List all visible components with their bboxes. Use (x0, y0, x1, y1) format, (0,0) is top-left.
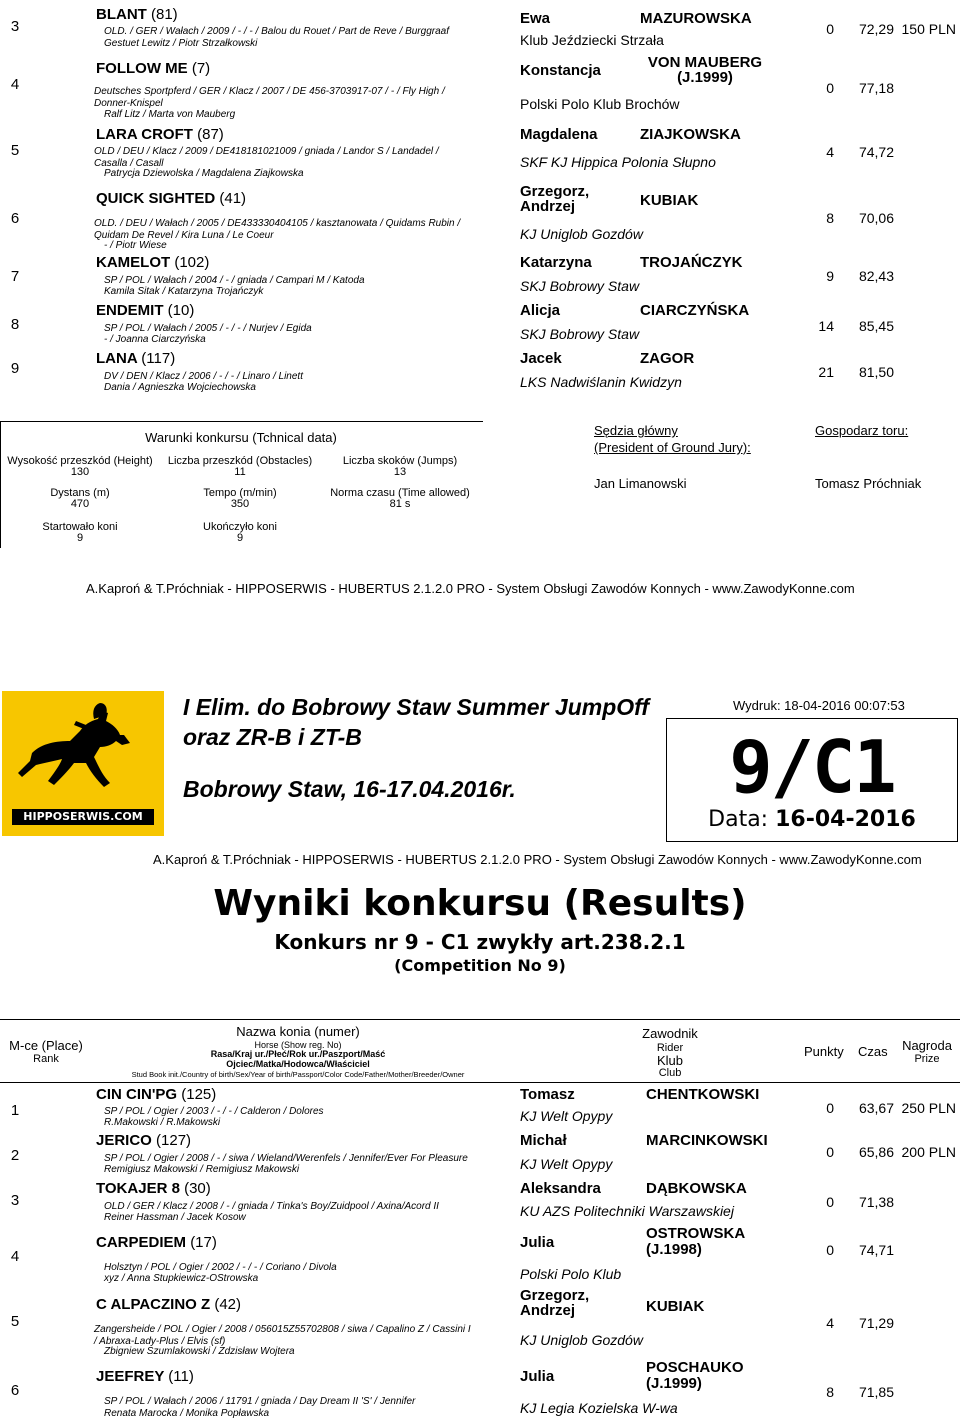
time-allowed-value: 81 s (389, 498, 411, 510)
rider-last-name: VON MAUBERG (J.1999) (647, 54, 763, 86)
rider-last-name: KUBIAK (640, 192, 699, 209)
horse-details: SP / POL / Ogier / 2003 / - / - / Calderon / Dolores (104, 1106, 324, 1117)
table-row (0, 54, 960, 124)
event-title: I Elim. do Bobrowy Staw Summer JumpOff (183, 694, 650, 720)
rank: 7 (10, 268, 20, 285)
judge-label: Sędzia główny (594, 423, 678, 438)
table-row (0, 1225, 960, 1286)
time: 72,29 (858, 21, 894, 37)
rank: 5 (10, 142, 20, 159)
horse-name: JERICO (127) (96, 1132, 192, 1149)
started-label: Startowało koni (42, 521, 118, 533)
finished-value: 9 (236, 532, 244, 544)
horse-name: CIN CIN'PG (125) (96, 1086, 217, 1103)
time-allowed-label: Norma czasu (Time allowed) (330, 487, 470, 499)
prize-header: Nagroda (902, 1038, 952, 1053)
obstacles-label: Liczba przeszkód (Obstacles) (167, 455, 313, 467)
horse-name: LARA CROFT (87) (96, 126, 224, 143)
logo-text: HIPPOSERWIS.COM (23, 810, 143, 823)
horse-header-bold2: Ojciec/Matka/Hodowca/Właściciel (226, 1059, 370, 1069)
horse-details: Deutsches Sportpferd / GER / Klacz / 2007 / DE 456-3703917-07 / - / Fly High / Donner-Knispel (94, 86, 445, 109)
horse-details: SP / POL / Wałach / 2005 / - / - / Nurjev / Egida (104, 323, 312, 334)
rider-first-name: Magdalena (520, 126, 598, 143)
rank: 6 (10, 1382, 20, 1399)
footer-credit-2: A.Kaproń & T.Próchniak - HIPPOSERWIS - HUBERTUS 2.1.2.0 PRO - System Obsługi Zawodów Konnych - www.ZawodyKonne.com (153, 852, 922, 867)
horse-header-bold1: Rasa/Kraj ur./Płeć/Rok ur./Paszport/Maść (210, 1049, 386, 1059)
time: 82,43 (858, 268, 894, 284)
rider-first-name: Julia (520, 1368, 555, 1385)
club: SKF KJ Hippica Polonia Słupno (520, 154, 716, 170)
rider-first-name: Jacek (520, 350, 562, 367)
horse-name: TOKAJER 8 (30) (96, 1180, 211, 1197)
course-designer-label: Gospodarz toru: (815, 423, 909, 438)
table-row (0, 1132, 960, 1178)
rank: 4 (10, 1248, 20, 1265)
horse-name: CARPEDIEM (17) (96, 1234, 217, 1251)
rider-first-name: Grzegorz, Andrzej (520, 183, 590, 215)
jumps-label: Liczba skoków (Jumps) (342, 455, 458, 467)
rider-last-name: KUBIAK (646, 1298, 705, 1315)
course-designer-name: Tomasz Próchniak (815, 476, 922, 491)
time: 77,18 (858, 80, 894, 96)
horse-owners: xyz / Anna Stupkiewicz-OStrowska (104, 1273, 259, 1284)
table-row (0, 184, 960, 250)
horse-details: Zangersheide / POL / Ogier / 2008 / 056015Z55702808 / siwa / Capalino Z / Cassini I / Abraxa-Lady-Plus / Elvis (sf) (94, 1324, 471, 1347)
club: SKJ Bobrowy Staw (520, 326, 640, 342)
club-header: Klub (656, 1053, 684, 1068)
horse-name: JEEFREY (11) (96, 1368, 194, 1385)
points: 8 (826, 1384, 834, 1400)
rider-first-name: Katarzyna (520, 254, 592, 271)
jumps-value: 13 (393, 466, 407, 478)
club: KJ Uniglob Gozdów (520, 226, 643, 242)
started-value: 9 (76, 532, 84, 544)
table-row (0, 4, 960, 56)
tempo-value: 350 (230, 498, 250, 510)
horse-details: OLD. / GER / Wałach / 2009 / - / - / Balou du Rouet / Part de Reve / Burggraaf (104, 26, 449, 37)
horse-owners: - / Piotr Wiese (104, 240, 167, 251)
prize: 150 PLN (901, 21, 956, 37)
horse-name: ENDEMIT (10) (96, 302, 195, 319)
club: SKJ Bobrowy Staw (520, 278, 640, 294)
competition-code: 9/C1 (729, 725, 895, 809)
table-row (0, 1180, 960, 1226)
table-row (0, 126, 960, 182)
time: 71,38 (858, 1194, 894, 1210)
time: 71,29 (858, 1315, 894, 1331)
judge-name: Jan Limanowski (594, 476, 687, 491)
rider-last-name: CIARCZYŃSKA (640, 302, 750, 319)
points: 0 (826, 1194, 834, 1210)
horse-owners: Ralf Litz / Marta von Mauberg (104, 109, 236, 120)
club: Klub Jeździecki Strzała (520, 32, 664, 48)
obstacles-value: 11 (234, 466, 246, 478)
competition-code-box (666, 718, 958, 842)
points: 4 (826, 144, 834, 160)
rank: 5 (10, 1313, 20, 1330)
rider-last-name: ZIAJKOWSKA (640, 126, 741, 143)
horse-owners: - / Joanna Ciarczyńska (104, 334, 206, 345)
table-row (0, 1360, 960, 1422)
rider-first-name: Ewa (520, 10, 551, 27)
distance-label: Dystans (m) (50, 487, 110, 499)
results-title: Wyniki konkursu (Results) (213, 883, 747, 924)
height-label: Wysokość przeszkód (Height) (7, 455, 153, 467)
rider-last-name: POSCHAUKO (J.1999) (646, 1359, 744, 1392)
horse-owners: Dania / Agnieszka Wojciechowska (104, 382, 256, 393)
horse-header-sub: Horse (Show reg. No) (254, 1040, 342, 1050)
horse-owners: R.Makowski / R.Makowski (104, 1117, 221, 1128)
rank: 2 (10, 1147, 20, 1164)
points: 0 (826, 1144, 834, 1160)
points: 8 (826, 210, 834, 226)
horse-name: LANA (117) (96, 350, 176, 367)
table-row (0, 1084, 960, 1130)
time: 65,86 (858, 1144, 894, 1160)
rank: 3 (10, 1192, 20, 1209)
points: 0 (826, 1242, 834, 1258)
tempo-label: Tempo (m/min) (203, 487, 277, 499)
rider-last-name: ZAGOR (640, 350, 695, 367)
rank: 8 (10, 316, 20, 333)
club: KJ Welt Opypy (520, 1108, 613, 1124)
points: 21 (818, 364, 834, 380)
distance-value: 470 (70, 498, 90, 510)
points-header: Punkty (804, 1044, 844, 1059)
rider-first-name: Konstancja (520, 62, 601, 79)
horse-owners: Kamila Sitak / Katarzyna Trojańczyk (104, 286, 264, 297)
event-subtitle: oraz ZR-B i ZT-B (183, 724, 362, 750)
rank: 6 (10, 210, 20, 227)
horse-header-studbook: Stud Book init./Country of birth/Sex/Year of birth/Passport/Color Code/Father/Mother/Breeder/Owner (131, 1070, 465, 1079)
prize: 200 PLN (901, 1144, 956, 1160)
results-table-header (0, 1019, 960, 1083)
rider-header: Zawodnik (642, 1026, 698, 1041)
table-row (0, 254, 960, 300)
club: KJ Legia Kozielska W-wa (520, 1400, 678, 1416)
club-header-en: Club (658, 1067, 682, 1079)
horse-header: Nazwa konia (numer) (236, 1024, 360, 1039)
club: Polski Polo Klub (520, 1266, 622, 1282)
event-place-date: Bobrowy Staw, 16-17.04.2016r. (183, 776, 516, 802)
rank: 9 (10, 360, 20, 377)
horse-owners: Patrycja Dziewolska / Magdalena Ziajkowska (104, 168, 304, 179)
rider-last-name: DĄBKOWSKA (646, 1180, 747, 1197)
points: 0 (826, 1100, 834, 1116)
competition-date: Data: 16-04-2016 (708, 807, 916, 832)
horse-owners: Reiner Hassman / Jacek Kosow (104, 1212, 246, 1223)
rider-last-name: MAZUROWSKA (640, 10, 752, 27)
time: 63,67 (858, 1100, 894, 1116)
rank: 3 (10, 18, 20, 35)
prize: 250 PLN (901, 1100, 956, 1116)
time: 74,71 (858, 1242, 894, 1258)
horse-owners: Remigiusz Makowski / Remigiusz Makowski (104, 1164, 300, 1175)
print-timestamp: Wydruk: 18-04-2016 00:07:53 (733, 698, 905, 713)
horse-details: SP / POL / Wałach / 2004 / - / gniada / Campari M / Katoda (104, 275, 365, 286)
rider-last-name: OSTROWSKA (J.1998) (646, 1225, 745, 1258)
rider-last-name: MARCINKOWSKI (646, 1132, 768, 1149)
club: Polski Polo Klub Brochów (520, 96, 680, 112)
table-row (0, 302, 960, 348)
horse-owners: Renata Marocka / Monika Popławska (104, 1408, 270, 1419)
horse-name: BLANT (81) (96, 6, 178, 23)
time: 70,06 (858, 210, 894, 226)
horse-details: SP / POL / Ogier / 2008 / - / siwa / Wieland/Werenfels / Jennifer/Ever For Pleasure (104, 1153, 468, 1164)
competition-en: (Competition No 9) (394, 956, 566, 975)
points: 14 (818, 318, 834, 334)
rider-last-name: TROJAŃCZYK (640, 254, 743, 271)
horse-details: OLD. / DEU / Wałach / 2005 / DE433330404105 / kasztanowata / Quidams Rubin / Quidam De Revel / Kira Luna / Le Coeur (94, 218, 461, 241)
horse-owners: Gestuet Lewitz / Piotr Strzałkowski (104, 38, 258, 49)
time: 81,50 (858, 364, 894, 380)
points: 0 (826, 80, 834, 96)
rank-header: Rank (33, 1053, 59, 1065)
rank: 1 (10, 1102, 20, 1119)
competition-line: Konkurs nr 9 - C1 zwykły art.238.2.1 (274, 930, 686, 954)
time-header: Czas (858, 1044, 888, 1059)
table-row (0, 350, 960, 396)
horse-owners: Zbigniew Szumlakowski / Zdzisław Wojtera (104, 1346, 295, 1357)
conditions-title: Warunki konkursu (Tchnical data) (145, 430, 337, 445)
horse-name: FOLLOW ME (7) (96, 60, 211, 77)
rider-first-name: Aleksandra (520, 1180, 601, 1197)
horse-details: DV / DEN / Klacz / 2006 / - / - / Linaro / Linett (104, 371, 303, 382)
hipposerwis-logo (2, 691, 164, 836)
club: LKS Nadwiślanin Kwidzyn (520, 374, 682, 390)
time: 85,45 (858, 318, 894, 334)
rider-first-name: Michał (520, 1132, 567, 1149)
time: 74,72 (858, 144, 894, 160)
rider-last-name: CHENTKOWSKI (646, 1086, 760, 1103)
height-value: 130 (70, 466, 90, 478)
points: 9 (826, 268, 834, 284)
horse-details: Holsztyn / POL / Ogier / 2002 / - / - / Coriano / Divola (104, 1262, 337, 1273)
points: 0 (826, 21, 834, 37)
table-row (0, 1288, 960, 1356)
finished-label: Ukończyło koni (203, 521, 277, 533)
place-header: M-ce (Place) (9, 1038, 83, 1053)
rider-first-name: Julia (520, 1234, 555, 1251)
time: 71,85 (858, 1384, 894, 1400)
club: KU AZS Politechniki Warszawskiej (520, 1203, 734, 1219)
horse-details: OLD / GER / Klacz / 2008 / - / gniada / Tinka's Boy/Zuidpool / Axina/Acord II (104, 1201, 439, 1212)
rank: 4 (10, 76, 20, 93)
horse-details: OLD / DEU / Klacz / 2009 / DE418181021009 / gniada / Landor S / Landadel / Casalla / Casall (94, 146, 439, 169)
horse-details: SP / POL / Wałach / 2006 / 11791 / gniada / Day Dream II 'S' / Jennifer (104, 1396, 416, 1407)
rider-first-name: Tomasz (520, 1086, 575, 1103)
club: KJ Uniglob Gozdów (520, 1332, 643, 1348)
rider-first-name: Alicja (520, 302, 561, 319)
horse-name: C ALPACZINO Z (42) (96, 1296, 242, 1313)
judge-label-en: (President of Ground Jury): (594, 440, 751, 455)
horse-name: QUICK SIGHTED (41) (96, 190, 247, 207)
rider-header-en: Rider (656, 1042, 684, 1054)
points: 4 (826, 1315, 834, 1331)
horse-jumper-icon (2, 691, 164, 811)
rider-first-name: Grzegorz, Andrzej (520, 1287, 590, 1319)
footer-credit: A.Kaproń & T.Próchniak - HIPPOSERWIS - HUBERTUS 2.1.2.0 PRO - System Obsługi Zawodów Konnych - www.ZawodyKonne.com (86, 581, 855, 596)
club: KJ Welt Opypy (520, 1156, 613, 1172)
prize-header-en: Prize (914, 1053, 940, 1065)
horse-name: KAMELOT (102) (96, 254, 210, 271)
